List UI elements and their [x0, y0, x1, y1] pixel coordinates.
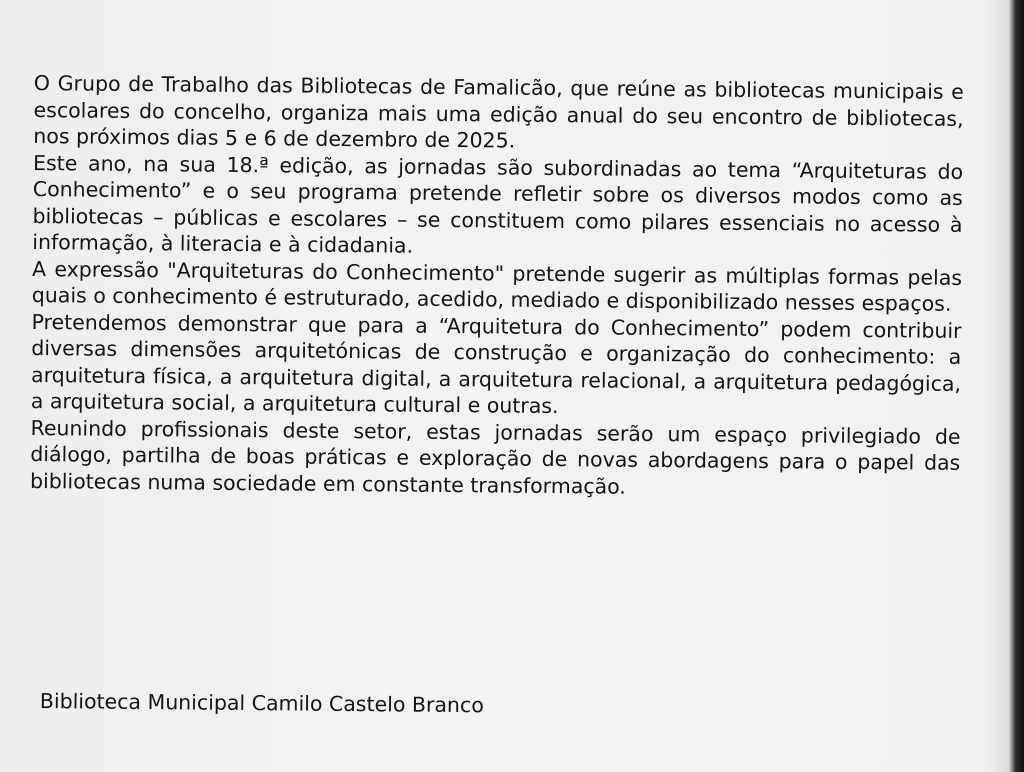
paragraph-intro: O Grupo de Trabalho das Bibliotecas de Famalicão, que reúne as bibliotecas municipais e escolares do concelho, organiza mais uma edição anual do seu encontro de bibliotecas, nos próximos dias 5 e 6 de dezembro de 2025.: [33, 70, 964, 153]
paragraph-dimensions: Pretendemos demonstrar que para a “Arquitetura do Conhecimento” podem contribuir diversas dimensões arquitetónicas de construção e organização do conhecimento: a arquitetura física, a arquitetura digital, a arquitetura relacional, a arquitetura pedagógica, a arquitetura social, a arquitetura cultural e outras.: [30, 309, 962, 419]
signature-line: Biblioteca Municipal Camilo Castelo Branco: [39, 688, 484, 718]
paragraph-expression: A expressão "Arquiteturas do Conhecimento" pretende sugerir as múltiplas formas pelas quais o conhecimento é estruturado, acedido, mediado e disponibilizado nesses espaços.: [31, 256, 963, 316]
paragraph-theme: Este ano, na sua 18.ª edição, as jornadas são subordinadas ao tema “Arquiteturas do Conhecimento” e o seu programa pretende refletir sobre os diversos modos como as bibliotecas – públicas e escolares – se constituem como pilares essenciais no acesso à informação, à literacia e à cidadania.: [32, 150, 964, 258]
paragraph-closing: Reunindo profissionais deste setor, estas jornadas serão um espaço privilegiado de diálogo, partilha de boas práticas e exploração de novas abordagens para o papel das bibliotecas numa sociedade em constante transformação.: [29, 415, 961, 499]
body-text: [30, 70, 964, 503]
